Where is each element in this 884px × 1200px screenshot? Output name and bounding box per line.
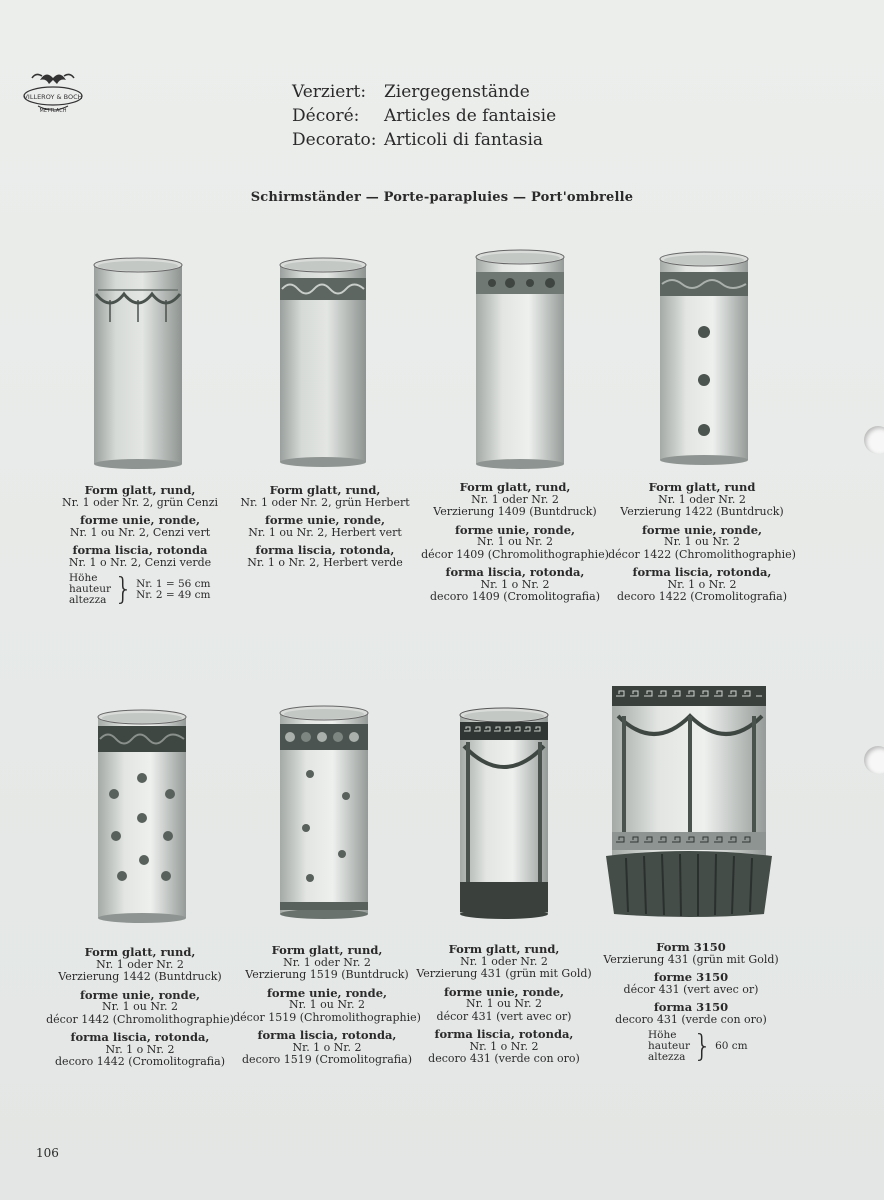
caption-line: Form 3150	[656, 940, 726, 954]
header-key: Decorato:	[292, 130, 377, 150]
caption-line: Nr. 1 o Nr. 2	[105, 1042, 175, 1056]
brace: }	[693, 1028, 713, 1064]
caption-line: forme unie, ronde,	[79, 513, 201, 527]
vase-image-6	[276, 704, 372, 920]
caption-line: Nr. 1 ou Nr. 2	[663, 535, 741, 548]
caption-line: forme unie, ronde,	[454, 522, 576, 537]
svg-text:METTLACH: METTLACH	[39, 108, 67, 114]
caption-line: forme unie, ronde,	[641, 522, 763, 537]
caption-line: decoro 431 (verde con oro)	[428, 1052, 580, 1065]
caption-line: forma liscia, rotonda,	[257, 1028, 397, 1042]
header-value: Articles de fantaisie	[384, 106, 557, 126]
vase-image-1	[90, 256, 186, 470]
caption-line: decoro 1409 (Cromolitografia)	[430, 590, 600, 603]
caption-line: décor 1519 (Chromolithographie)	[233, 1010, 421, 1024]
brace: }	[114, 571, 134, 607]
caption-line: Verzierung 1422 (Buntdruck)	[620, 505, 784, 518]
caption-line: Nr. 1 ou Nr. 2	[465, 997, 543, 1010]
caption-line: Nr. 1 ou Nr. 2	[288, 998, 366, 1011]
caption-line: Nr. 1 ou Nr. 2, Cenzi vert	[69, 525, 211, 539]
caption-line: Form glatt, rund,	[269, 483, 381, 497]
caption-line: Nr. 1 o Nr. 2	[480, 577, 550, 591]
caption-line: forme unie, ronde,	[443, 984, 565, 999]
caption-line: Nr. 1 o Nr. 2	[292, 1040, 362, 1054]
caption-line: décor 1422 (Chromolithographie)	[608, 547, 796, 561]
caption-5	[45, 946, 235, 1069]
vase-image-8	[604, 682, 774, 920]
height-value: Nr. 2 = 49 cm	[136, 588, 211, 601]
caption-line: Nr. 1 oder Nr. 2	[96, 957, 184, 971]
caption-line: Nr. 1 o Nr. 2, Cenzi verde	[68, 555, 212, 569]
caption-line: forma 3150	[653, 1000, 729, 1014]
caption-line: decoro 1519 (Cromolitografia)	[242, 1053, 412, 1066]
caption-line: Verzierung 431 (grün mit Gold)	[603, 952, 779, 966]
caption-2	[230, 484, 420, 569]
caption-line: Verzierung 1409 (Buntdruck)	[433, 505, 597, 518]
caption-line: Nr. 1 oder Nr. 2	[460, 954, 548, 968]
page-header	[292, 80, 556, 152]
caption-line: decoro 1422 (Cromolitografia)	[617, 590, 787, 603]
svg-text:VILLEROY & BOCH: VILLEROY & BOCH	[23, 93, 83, 101]
binder-hole	[864, 426, 884, 454]
caption-line: forme unie, ronde,	[264, 513, 386, 527]
caption-line: Nr. 1 oder Nr. 2	[283, 955, 371, 969]
vase-image-4	[656, 250, 752, 466]
height-label: Höhe	[69, 572, 98, 584]
header-key: Verziert:	[292, 82, 367, 102]
caption-line: décor 1409 (Chromolithographie)	[421, 547, 609, 561]
section-subtitle: Schirmständer — Porte-parapluies — Port'ombrelle	[250, 190, 634, 205]
caption-line: forma liscia, rotonda	[72, 543, 208, 557]
header-value: Ziergegenstände	[384, 82, 530, 102]
caption-line: décor 1442 (Chromolithographie)	[46, 1012, 234, 1026]
caption-line: Nr. 1 ou Nr. 2	[476, 535, 554, 548]
caption-line: forma liscia, rotonda,	[255, 543, 395, 557]
height-label: altezza	[69, 594, 107, 606]
caption-line: forme unie, ronde,	[266, 985, 388, 1000]
caption-line: Verzierung 1519 (Buntdruck)	[245, 968, 409, 981]
caption-line: Nr. 1 o Nr. 2, Herbert verde	[247, 555, 403, 569]
caption-line: Nr. 1 oder Nr. 2, grün Cenzi	[61, 495, 219, 509]
binder-hole	[864, 746, 884, 774]
caption-line: decoro 1442 (Cromolitografia)	[55, 1055, 225, 1068]
caption-7	[409, 943, 599, 1066]
caption-line: forme unie, ronde,	[79, 987, 201, 1002]
caption-line: Verzierung 431 (grün mit Gold)	[416, 967, 592, 980]
caption-line: Nr. 1 ou Nr. 2	[101, 1000, 179, 1013]
caption-line: Verzierung 1442 (Buntdruck)	[58, 970, 222, 983]
caption-line: Form glatt, rund,	[448, 942, 560, 956]
vase-image-5	[94, 708, 190, 924]
page-number: 106	[36, 1146, 59, 1160]
caption-4	[607, 481, 797, 604]
height-value: Nr. 1 = 56 cm	[136, 577, 211, 590]
header-value: Articoli di fantasia	[384, 130, 544, 150]
caption-3	[420, 481, 610, 604]
caption-line: Form glatt, rund,	[84, 483, 196, 497]
caption-line: Form glatt, rund,	[84, 945, 196, 959]
height-label: Höhe	[648, 1029, 677, 1041]
height-label: hauteur	[69, 583, 111, 595]
caption-6	[232, 944, 422, 1067]
caption-line: décor 431 (vert avec or)	[623, 982, 759, 996]
height-label: altezza	[648, 1051, 686, 1063]
caption-line: Nr. 1 ou Nr. 2, Herbert vert	[248, 525, 402, 539]
caption-line: Nr. 1 o Nr. 2	[667, 577, 737, 591]
caption-line: Form glatt, rund,	[459, 480, 571, 494]
caption-line: decoro 431 (verde con oro)	[615, 1012, 767, 1026]
caption-1	[45, 484, 235, 606]
caption-line: Nr. 1 oder Nr. 2	[658, 492, 746, 506]
height-label: hauteur	[648, 1040, 690, 1052]
caption-line: forma liscia, rotonda,	[632, 565, 772, 579]
caption-line: Form glatt, rund,	[271, 943, 383, 957]
caption-line: Nr. 1 o Nr. 2	[469, 1039, 539, 1053]
header-key: Décoré:	[292, 106, 360, 126]
caption-line: forme 3150	[653, 970, 729, 984]
caption-8	[596, 941, 786, 1063]
villeroy-boch-logo	[22, 66, 84, 124]
caption-line: décor 431 (vert avec or)	[436, 1009, 572, 1023]
caption-line: Nr. 1 oder Nr. 2	[471, 492, 559, 506]
vase-image-3	[472, 248, 568, 470]
caption-line: forma liscia, rotonda,	[445, 565, 585, 579]
caption-line: forma liscia, rotonda,	[70, 1030, 210, 1044]
caption-line: Nr. 1 oder Nr. 2, grün Herbert	[240, 495, 410, 509]
height-table	[648, 1030, 786, 1063]
height-table	[69, 573, 235, 606]
caption-line: forma liscia, rotonda,	[434, 1027, 574, 1041]
vase-image-2	[276, 256, 370, 468]
height-value: 60 cm	[715, 1040, 748, 1052]
vase-image-7	[456, 706, 552, 920]
caption-line: Form glatt, rund	[648, 480, 756, 494]
